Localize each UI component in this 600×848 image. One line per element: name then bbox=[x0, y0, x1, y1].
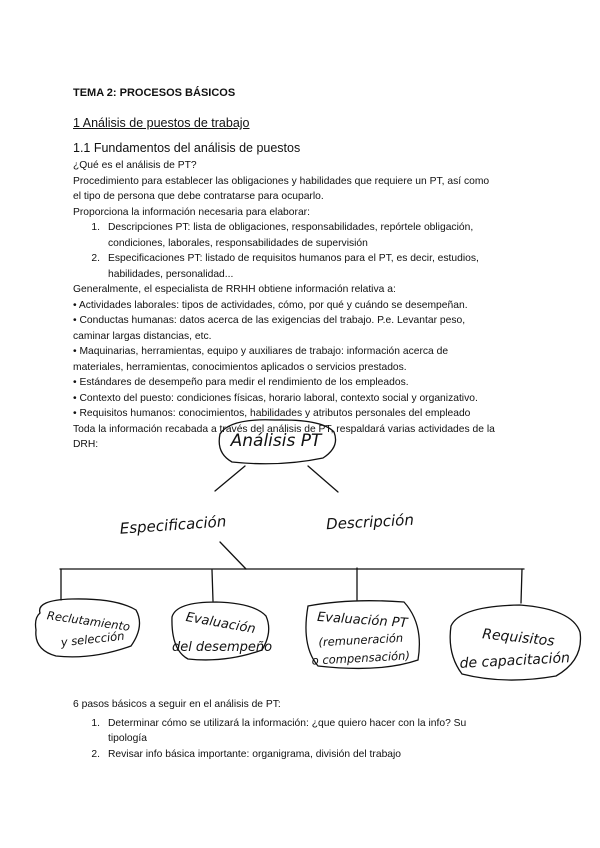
leaf-label: y selección bbox=[60, 628, 126, 650]
bullet-line: • Maquinarias, herramientas, equipo y auxiliares de trabajo: información acerca de bbox=[73, 346, 449, 357]
summary-line: DRH: bbox=[73, 439, 99, 450]
leaf-label: Reclutamiento bbox=[46, 608, 131, 634]
body-text bbox=[73, 158, 533, 453]
question: ¿Qué es el análisis de PT? bbox=[73, 160, 197, 171]
intro-list: Proporciona la información necesaria para elaborar: bbox=[73, 206, 310, 218]
list-item: 1. Determinar cómo se utilizará la información: ¿que quiero hacer con la info? Su tipología bbox=[91, 717, 467, 744]
section-heading: 1 Análisis de puestos de trabajo bbox=[73, 116, 250, 130]
connector bbox=[220, 542, 246, 569]
leaf-label: del desempeño bbox=[171, 640, 273, 655]
bullet-line: • Actividades laborales: tipos de actividades, cómo, por qué y cuándo se desempeñan. bbox=[73, 299, 468, 311]
list-item: 1. Descripciones PT: lista de obligaciones, responsabilidades, repórtele obligación, condiciones, laborales, responsabilidades de supervisión bbox=[91, 222, 474, 249]
leaf-label: de capacitación bbox=[459, 650, 571, 672]
leaf-label: Evaluación PT bbox=[316, 609, 408, 632]
bullet-line: • Estándares de desempeño para medir el rendimiento de los empleados. bbox=[73, 377, 409, 388]
node-especificacion: Especificación bbox=[119, 512, 227, 538]
summary-line: Toda la información recabada a través del análisis de PT, respaldará varias actividades de la bbox=[73, 423, 495, 435]
leaf-label: Requisitos bbox=[481, 626, 556, 650]
node-descripcion: Descripción bbox=[325, 510, 415, 534]
definition-line: Procedimiento para establecer las obligaciones y habilidades que requiere un PT, así como bbox=[73, 175, 490, 187]
leaf-label: Evaluación bbox=[184, 610, 257, 638]
bullet-line: caminar largas distancias, etc. bbox=[73, 330, 212, 342]
bullet-line: • Contexto del puesto: condiciones físicas, horario laboral, contexto social y organizativo. bbox=[73, 392, 478, 404]
handwritten-diagram bbox=[0, 415, 600, 700]
bullet-line: • Conductas humanas: datos acerca de las exigencias del trabajo. P.e. Levantar peso, bbox=[73, 315, 466, 326]
leaf-label: (remuneración bbox=[318, 630, 404, 650]
steps-section bbox=[73, 697, 533, 762]
list-item: 2. Especificaciones PT: listado de requisitos humanos para el PT, es decir, estudios, habilidades, personalidad... bbox=[91, 253, 479, 280]
definition-line: el tipo de persona que debe contratarse para ocuparlo. bbox=[73, 191, 324, 202]
root-node: Análisis PT bbox=[230, 431, 322, 451]
doc-title: TEMA 2: PROCESOS BÁSICOS bbox=[73, 87, 236, 99]
steps-intro: 6 pasos básicos a seguir en el análisis de PT: bbox=[73, 699, 281, 710]
general-text: Generalmente, el especialista de RRHH obtiene información relativa a: bbox=[73, 284, 396, 295]
connector bbox=[308, 466, 338, 492]
list-item: 2. Revisar info básica importante: organigrama, división del trabajo bbox=[91, 748, 402, 760]
connector bbox=[215, 466, 245, 491]
connector bbox=[212, 570, 213, 601]
bullet-line: • Requisitos humanos: conocimientos, habilidades y atributos personales del empleado bbox=[73, 408, 471, 419]
leaf-label: o compensación) bbox=[311, 648, 411, 668]
bullet-line: materiales, herramientas, conocimientos aplicados o servicios prestados. bbox=[73, 361, 407, 373]
subsection-heading: 1.1 Fundamentos del análisis de puestos bbox=[73, 141, 301, 155]
connector bbox=[521, 569, 522, 603]
